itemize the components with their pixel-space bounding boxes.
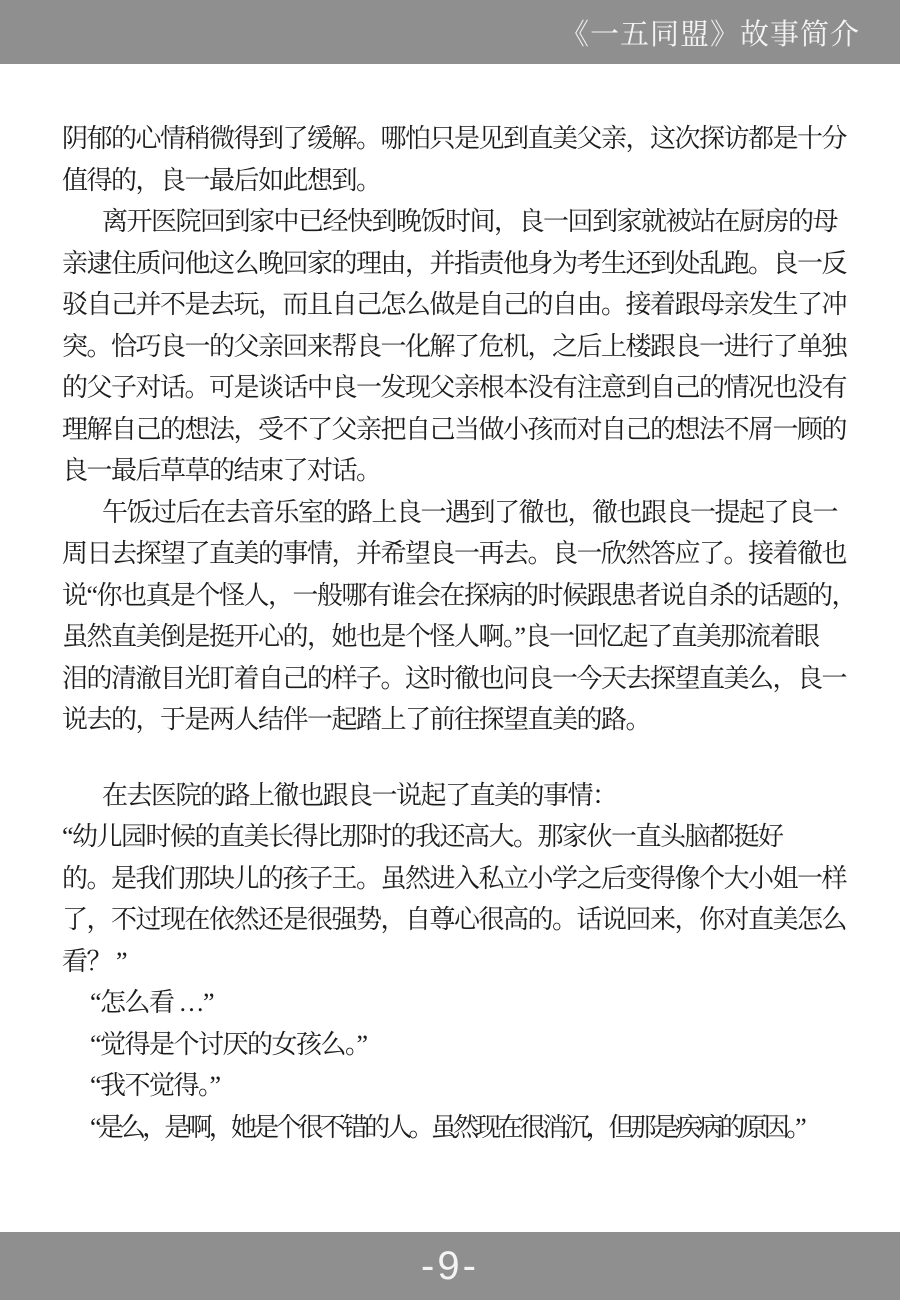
page-footer-bar — [0, 1232, 900, 1300]
dialogue-line: “觉得是个讨厌的女孩么。” — [90, 1029, 367, 1059]
text-line: 的父子对话。可是谈话中良一发现父亲根本没有注意到自己的情况也没有 — [62, 373, 847, 402]
page-number: -9- — [421, 1243, 479, 1288]
text-line: 突。恰巧良一的父亲回来帮良一化解了危机，之后上楼跟良一进行了单独 — [62, 331, 847, 361]
text-line: 看？ ” — [62, 946, 127, 976]
text-line: 离开医院回到家中已经快到晚饭时间，良一回到家就被站在厨房的母 — [102, 207, 838, 236]
text-line: 在去医院的路上徹也跟良一说起了直美的事情： — [102, 780, 617, 810]
text-line: 泪的清澈目光盯着自己的样子。这时徹也问良一今天去探望直美么，良一 — [62, 663, 847, 693]
page-header-bar — [0, 0, 900, 64]
story-text-body — [0, 64, 900, 1232]
text-line: 虽然直美倒是挺开心的，她也是个怪人啊。”良一回忆起了直美那流着眼 — [62, 622, 819, 651]
text-line: 周日去探望了直美的事情，并希望良一再去。良一欣然答应了。接着徹也 — [62, 539, 847, 568]
text-line: 理解自己的想法，受不了父亲把自己当做小孩而对自己的想法不屑一顾的 — [62, 414, 847, 444]
text-line: 说“你也真是个怪人，一般哪有谁会在探病的时候跟患者说自杀的话题的， — [62, 580, 857, 610]
text-line: 了，不过现在依然还是很强势，自尊心很高的。话说回来，你对直美怎么 — [62, 905, 847, 934]
text-line: “幼儿园时候的直美长得比那时的我还高大。那家伙一直头脑都挺好 — [62, 822, 783, 851]
text-line: 亲逮住质问他这么晚回家的理由，并指责他身为考生还到处乱跑。良一反 — [62, 248, 847, 278]
dialogue-line: “是么，是啊，她是个很不错的人。虽然现在很消沉，但那是疾病的原因。” — [90, 1112, 803, 1142]
text-line: 驳自己并不是去玩，而且自己怎么做是自己的自由。接着跟母亲发生了冲 — [62, 290, 847, 319]
dialogue-line: “怎么看 …” — [90, 988, 214, 1017]
text-line: 的。是我们那块儿的孩子王。虽然进入私立小学之后变得像个大小姐一样 — [62, 863, 847, 893]
chapter-title: 《一五同盟》故事简介 — [559, 18, 860, 51]
text-line: 值得的，良一最后如此想到。 — [62, 165, 381, 195]
text-line: 良一最后草草的结束了对话。 — [62, 456, 381, 485]
text-line: 说去的，于是两人结伴一起踏上了前往探望直美的路。 — [62, 705, 651, 734]
dialogue-line: “我不觉得。” — [90, 1071, 220, 1100]
text-line: 午饭过后在去音乐室的路上良一遇到了徹也，徹也跟良一提起了良一 — [102, 497, 838, 527]
text-line: 阴郁的心情稍微得到了缓解。哪怕只是见到直美父亲，这次探访都是十分 — [62, 124, 847, 153]
